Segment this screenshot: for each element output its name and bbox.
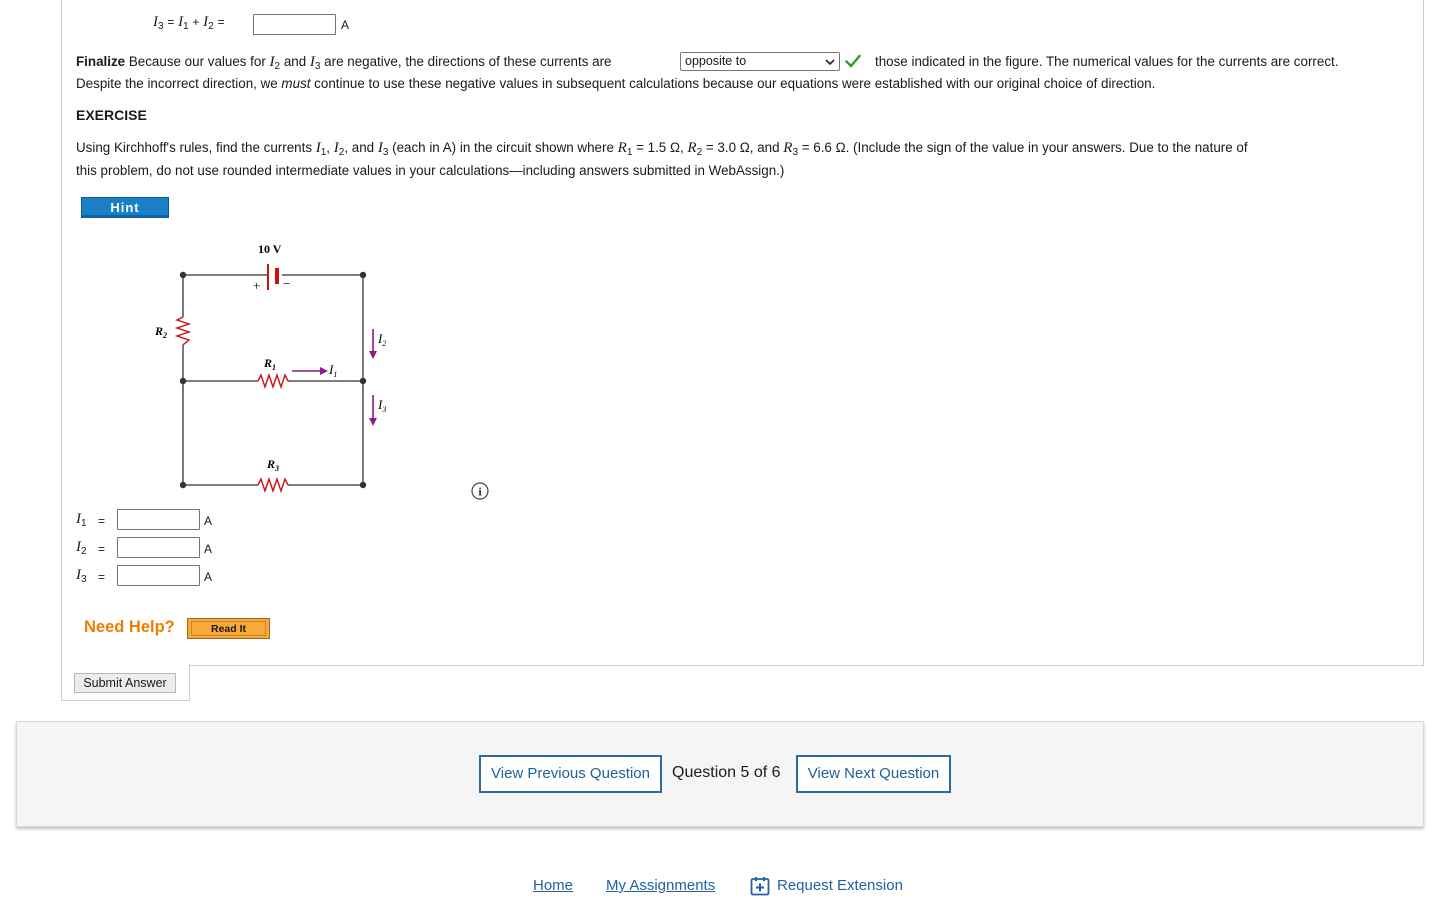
i3-sub: 3	[382, 405, 387, 414]
i3-answer-input[interactable]	[117, 565, 200, 586]
sub: 1	[183, 21, 189, 32]
var: I	[269, 54, 275, 70]
submit-answer-button[interactable]: Submit Answer	[74, 673, 176, 693]
sub: 1	[626, 147, 633, 158]
r3-label	[266, 457, 279, 473]
answer-row-label	[76, 567, 87, 585]
info-icon[interactable]	[471, 482, 489, 500]
need-help-label: Need Help?	[84, 618, 175, 636]
i3-arrow	[369, 395, 377, 426]
finalize-heading: Finalize	[76, 54, 126, 69]
resistor-r3	[258, 479, 288, 491]
request-extension-link[interactable]: Request Extension	[777, 877, 903, 894]
var: I	[333, 140, 339, 156]
var: I	[377, 140, 383, 156]
finalize-text-after: those indicated in the figure. The numerical values for the currents are correct.	[875, 54, 1339, 69]
battery-label: 10 V	[258, 242, 282, 256]
sub: 3	[314, 61, 321, 72]
var-i2: I	[203, 14, 209, 30]
next-question-button[interactable]: View Next Question	[796, 755, 951, 793]
sub: 3	[382, 147, 389, 158]
var: R	[783, 140, 793, 156]
answer-row-label	[76, 539, 87, 557]
equals: =	[167, 15, 175, 29]
read-it-label: Read It	[191, 621, 266, 636]
svg-text:i: i	[478, 484, 482, 499]
text: = 3.0 Ω, and	[702, 140, 784, 155]
i2-var: I	[378, 331, 383, 346]
i2-arrow	[369, 329, 377, 359]
sub: 3	[158, 21, 164, 32]
var: R	[687, 140, 697, 156]
text: = 1.5 Ω,	[632, 140, 688, 155]
var: I	[76, 511, 81, 527]
r3-sub: 3	[275, 464, 280, 473]
answer-row-label	[76, 511, 87, 529]
r3-var: R	[267, 457, 276, 471]
equals: =	[98, 542, 106, 556]
var: I	[315, 140, 321, 156]
circuit-diagram	[140, 235, 410, 500]
text: ,	[326, 140, 334, 155]
var-i1: I	[178, 14, 184, 30]
unit-label: A	[204, 542, 213, 556]
sub: 1	[81, 518, 87, 529]
i1-arrow	[292, 367, 328, 375]
text: Despite the incorrect direction, we	[76, 76, 282, 91]
text: Because our values for	[125, 54, 270, 69]
battery-minus: −	[283, 276, 291, 291]
sub: 2	[208, 21, 214, 32]
text: , and	[344, 140, 378, 155]
equals: =	[217, 15, 225, 29]
top-equation	[153, 14, 224, 32]
r1-label	[263, 356, 276, 372]
i1-answer-input[interactable]	[117, 509, 200, 530]
i3-label	[377, 397, 386, 414]
r1-sub: 1	[272, 363, 277, 372]
emphasis: must	[281, 76, 311, 91]
sub: 3	[81, 574, 87, 585]
sub: 2	[274, 61, 281, 72]
var: R	[617, 140, 627, 156]
circuit-wires	[183, 275, 363, 485]
exercise-text-line-2: this problem, do not use rounded intermediate values in your calculations—including answers submitted in WebAssign.)	[76, 163, 785, 178]
i1-var: I	[329, 362, 334, 377]
unit-label: A	[204, 514, 213, 528]
question-position: Question 5 of 6	[672, 764, 781, 781]
var: I	[76, 567, 81, 583]
dropdown-value: opposite to	[685, 54, 747, 68]
text: (each in A) in the circuit shown where	[388, 140, 618, 155]
correct-check-icon	[845, 54, 861, 68]
i2-sub: 2	[382, 339, 387, 348]
resistor-r2	[177, 317, 189, 345]
battery-symbol	[268, 264, 277, 290]
equals: =	[98, 570, 106, 584]
equals: =	[98, 514, 106, 528]
sub: 2	[696, 147, 703, 158]
plus: +	[192, 15, 200, 29]
i1-label	[328, 362, 337, 379]
battery-plus: +	[253, 278, 261, 293]
hint-button[interactable]: Hint	[81, 197, 169, 218]
r2-var: R	[155, 324, 164, 338]
i3-sum-answer-input[interactable]	[253, 14, 336, 35]
sub: 2	[338, 147, 345, 158]
r2-sub: 2	[163, 331, 168, 340]
read-it-button[interactable]	[187, 618, 270, 639]
junction-dots	[180, 272, 366, 488]
direction-dropdown[interactable]	[680, 52, 840, 71]
var-i3: I	[153, 14, 158, 30]
chevron-down-icon	[824, 56, 836, 68]
text: = 6.6 Ω. (Include the sign of the value in your answers. Due to the nature of	[798, 140, 1248, 155]
i2-answer-input[interactable]	[117, 537, 200, 558]
i2-label	[377, 331, 386, 348]
sub: 1	[320, 147, 327, 158]
r1-var: R	[264, 356, 273, 370]
finalize-line-2	[76, 72, 1416, 95]
i1-sub: 1	[333, 370, 338, 379]
home-link[interactable]: Home	[533, 877, 574, 894]
text: and	[280, 54, 310, 69]
text: are negative, the directions of these currents are	[320, 54, 612, 69]
var: I	[309, 54, 315, 70]
text: continue to use these negative values in subsequent calculations because our equations were established with our original choice of direction.	[310, 76, 1156, 91]
r2-label	[154, 324, 167, 340]
my-assignments-link[interactable]: My Assignments	[606, 877, 716, 894]
calendar-plus-icon[interactable]	[750, 876, 770, 896]
sub: 3	[792, 147, 798, 158]
text: Using Kirchhoff's rules, find the currents	[76, 140, 316, 155]
unit-label: A	[204, 570, 213, 584]
i3-var: I	[378, 397, 383, 412]
sub: 2	[81, 546, 87, 557]
var: I	[76, 539, 81, 555]
unit-label: A	[341, 18, 350, 32]
exercise-heading: EXERCISE	[76, 107, 147, 123]
resistor-r1	[258, 375, 288, 387]
prev-question-button[interactable]: View Previous Question	[479, 755, 662, 793]
